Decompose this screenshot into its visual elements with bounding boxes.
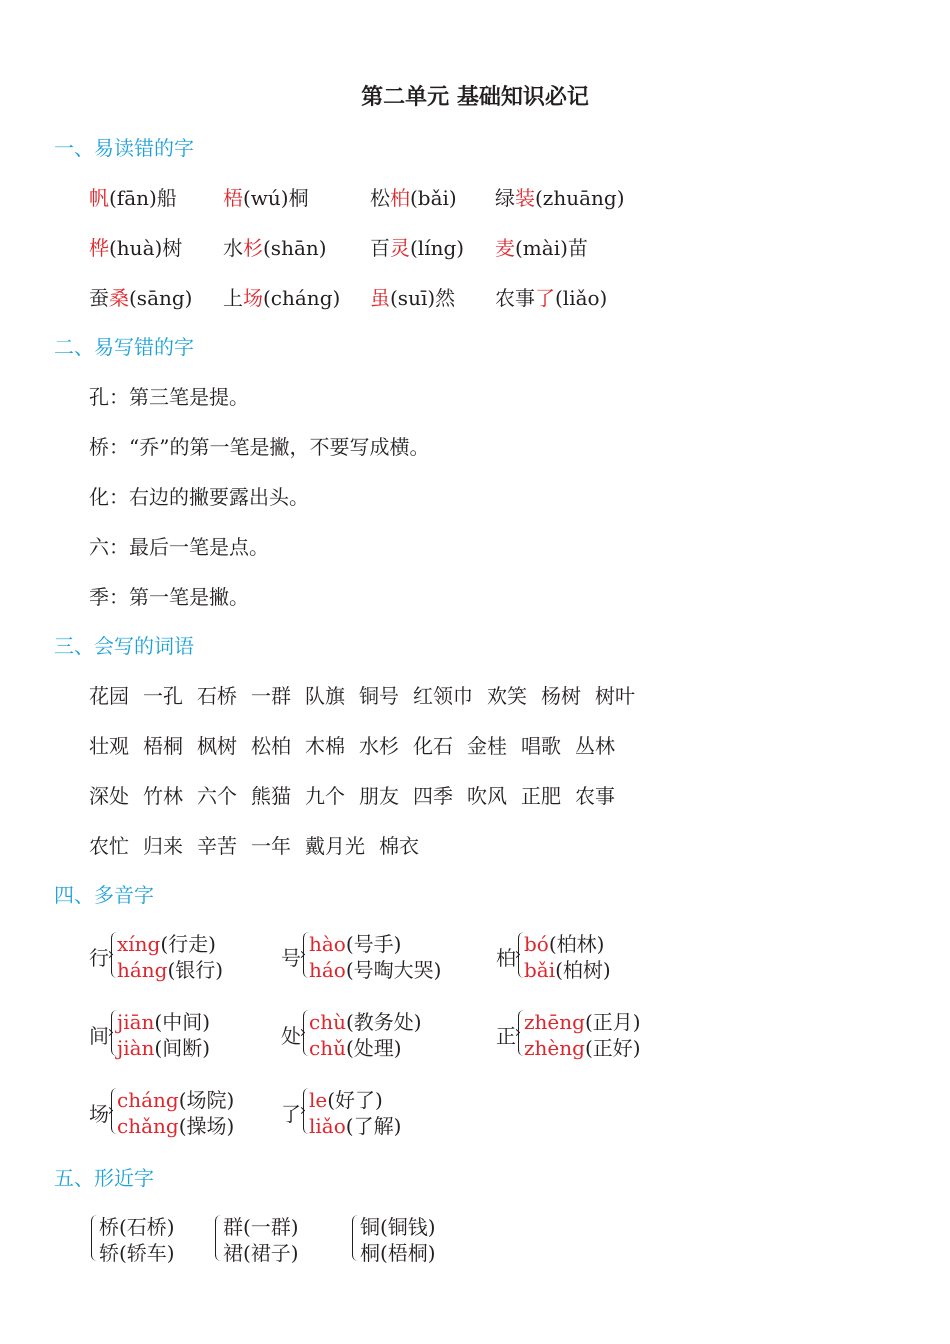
example: (行走) xyxy=(160,932,216,956)
example: (柏树) xyxy=(555,958,611,982)
similar-item: 裙(裙子) xyxy=(223,1241,299,1265)
word: 木棉 xyxy=(305,734,345,758)
pinyin: jiān xyxy=(117,1010,155,1034)
plain-text: 苗 xyxy=(567,236,588,260)
word-row xyxy=(89,680,649,709)
plain-text: 船 xyxy=(156,186,177,210)
pinyin: (liǎo) xyxy=(555,286,608,310)
reading-row xyxy=(309,954,441,983)
writing-tip: 孔：第三笔是提。 xyxy=(89,385,249,409)
page-title: 第二单元 基础知识必记 xyxy=(361,85,589,110)
pinyin: zhèng xyxy=(524,1036,585,1060)
word: 农事 xyxy=(575,784,615,808)
pinyin: xíng xyxy=(117,932,161,956)
misread-item xyxy=(223,232,327,261)
section-heading-easy-miswrite: 二、易写错的字 xyxy=(54,335,194,359)
word: 石桥 xyxy=(197,684,237,708)
section-heading-easy-misread: 一、易读错的字 xyxy=(54,136,194,160)
plain-text: 然 xyxy=(435,286,456,310)
word: 深处 xyxy=(89,784,129,808)
word: 朋友 xyxy=(359,784,399,808)
plain-text: 绿 xyxy=(495,186,515,210)
misread-item xyxy=(223,182,309,211)
reading-row xyxy=(309,1110,401,1139)
reading-row xyxy=(524,954,611,983)
word-row xyxy=(89,830,433,859)
word: 铜号 xyxy=(359,684,399,708)
pinyin: (mài) xyxy=(515,236,568,260)
word-row xyxy=(89,730,629,759)
polyphone-char: 柏 xyxy=(496,946,516,970)
pinyin: (shān) xyxy=(263,236,327,260)
misread-item xyxy=(495,282,607,311)
word: 花园 xyxy=(89,684,129,708)
misread-item xyxy=(89,182,177,211)
polyphone-char: 处 xyxy=(281,1024,301,1048)
pinyin: chǔ xyxy=(309,1036,346,1060)
writing-tip: 六：最后一笔是点。 xyxy=(89,535,269,559)
pinyin: hào xyxy=(309,932,346,956)
word: 吹风 xyxy=(467,784,507,808)
highlight-char: 麦 xyxy=(495,236,515,260)
word: 枫树 xyxy=(197,734,237,758)
misread-item xyxy=(89,232,182,261)
example: (好了) xyxy=(327,1088,383,1112)
plain-text: 农事 xyxy=(495,286,535,310)
misread-item xyxy=(495,232,588,261)
word: 棉衣 xyxy=(379,834,419,858)
polyphone-char: 行 xyxy=(89,946,109,970)
reading-row xyxy=(524,1032,641,1061)
reading-row xyxy=(309,1032,402,1061)
reading-row xyxy=(117,1084,234,1113)
polyphone-char: 号 xyxy=(281,946,301,970)
reading-row xyxy=(524,1006,641,1035)
pinyin: háng xyxy=(117,958,168,982)
reading-row xyxy=(117,954,223,983)
example: (柏林) xyxy=(548,932,605,956)
plain-text: 树 xyxy=(162,236,183,260)
example: (银行) xyxy=(167,958,224,982)
brace xyxy=(215,1215,222,1261)
example: (中间) xyxy=(154,1010,211,1034)
pinyin: bó xyxy=(524,932,549,956)
section-heading-similar-chars: 五、形近字 xyxy=(54,1166,154,1190)
reading-row xyxy=(117,1032,210,1061)
pinyin: (cháng) xyxy=(263,286,341,310)
pinyin: (suī) xyxy=(390,286,436,310)
reading-row xyxy=(524,928,604,957)
word: 欢笑 xyxy=(487,684,527,708)
similar-item: 群(一群) xyxy=(223,1215,299,1239)
word: 丛林 xyxy=(575,734,615,758)
pinyin: (bǎi) xyxy=(410,186,457,210)
plain-text: 桐 xyxy=(288,186,309,210)
similar-item: 桥(石桥) xyxy=(99,1215,175,1239)
highlight-char: 灵 xyxy=(390,236,410,260)
similar-item: 桐(梧桐) xyxy=(360,1241,436,1265)
word: 壮观 xyxy=(89,734,129,758)
pinyin: (wú) xyxy=(243,186,289,210)
highlight-char: 杉 xyxy=(243,236,263,260)
similar-item: 铜(铜钱) xyxy=(360,1215,436,1239)
highlight-char: 梧 xyxy=(223,186,243,210)
reading-row xyxy=(309,928,401,957)
misread-item xyxy=(89,282,192,311)
plain-text: 松 xyxy=(370,186,390,210)
misread-item xyxy=(495,182,625,211)
word: 水杉 xyxy=(359,734,399,758)
pinyin: (líng) xyxy=(410,236,465,260)
word: 六个 xyxy=(197,784,237,808)
word: 杨树 xyxy=(541,684,581,708)
plain-text: 上 xyxy=(223,286,243,310)
word: 树叶 xyxy=(595,684,635,708)
misread-item xyxy=(370,282,455,311)
word: 唱歌 xyxy=(521,734,561,758)
word: 正肥 xyxy=(521,784,561,808)
highlight-char: 装 xyxy=(515,186,535,210)
example: (正好) xyxy=(584,1036,641,1060)
reading-row xyxy=(117,1110,234,1139)
example: (间断) xyxy=(154,1036,211,1060)
highlight-char: 了 xyxy=(535,286,555,310)
pinyin: chù xyxy=(309,1010,346,1034)
writing-tip: 季：第一笔是撇。 xyxy=(89,585,249,609)
plain-text: 水 xyxy=(223,236,243,260)
word: 一群 xyxy=(251,684,291,708)
misread-item xyxy=(223,282,340,311)
word: 辛苦 xyxy=(197,834,237,858)
example: (操场) xyxy=(178,1114,235,1138)
misread-item xyxy=(370,182,457,211)
word: 一年 xyxy=(251,834,291,858)
pinyin: le xyxy=(309,1088,328,1112)
polyphone-char: 正 xyxy=(496,1024,516,1048)
highlight-char: 柏 xyxy=(390,186,410,210)
highlight-char: 帆 xyxy=(89,186,109,210)
pinyin: háo xyxy=(309,958,346,982)
section-heading-words: 三、会写的词语 xyxy=(54,634,194,658)
example: (号手) xyxy=(345,932,402,956)
plain-text: 蚕 xyxy=(89,286,109,310)
writing-tip: 化：右边的撇要露出头。 xyxy=(89,485,309,509)
highlight-char: 虽 xyxy=(370,286,390,310)
example: (正月) xyxy=(584,1010,641,1034)
example: (场院) xyxy=(178,1088,235,1112)
reading-row xyxy=(117,1006,210,1035)
pinyin: cháng xyxy=(117,1088,179,1112)
word: 一孔 xyxy=(143,684,183,708)
word: 梧桐 xyxy=(143,734,183,758)
example: (教务处) xyxy=(345,1010,422,1034)
word: 归来 xyxy=(143,834,183,858)
pinyin: (huà) xyxy=(109,236,163,260)
polyphone-char: 间 xyxy=(89,1024,109,1048)
brace xyxy=(91,1215,98,1261)
similar-item: 轿(轿车) xyxy=(99,1241,175,1265)
reading-row xyxy=(117,928,216,957)
brace xyxy=(352,1215,359,1261)
polyphone-char: 了 xyxy=(281,1102,301,1126)
reading-row xyxy=(309,1006,422,1035)
word: 熊猫 xyxy=(251,784,291,808)
example: (了解) xyxy=(345,1114,402,1138)
word: 松柏 xyxy=(251,734,291,758)
example: (处理) xyxy=(345,1036,402,1060)
reading-row xyxy=(309,1084,383,1113)
example: (号啕大哭) xyxy=(345,958,442,982)
highlight-char: 桑 xyxy=(109,286,129,310)
pinyin: bǎi xyxy=(524,958,556,982)
pinyin: liǎo xyxy=(309,1114,346,1138)
word-row xyxy=(89,780,629,809)
word: 红领巾 xyxy=(413,684,473,708)
polyphone-char: 场 xyxy=(89,1102,109,1126)
pinyin: jiàn xyxy=(117,1036,155,1060)
word: 化石 xyxy=(413,734,453,758)
word: 九个 xyxy=(305,784,345,808)
pinyin: (zhuāng) xyxy=(535,186,625,210)
pinyin: (sāng) xyxy=(129,286,193,310)
plain-text: 百 xyxy=(370,236,390,260)
pinyin: (fān) xyxy=(109,186,157,210)
writing-tip: 桥：“乔”的第一笔是撇，不要写成横。 xyxy=(89,435,430,459)
pinyin: zhēng xyxy=(524,1010,585,1034)
word: 戴月光 xyxy=(305,834,365,858)
misread-item xyxy=(370,232,464,261)
word: 四季 xyxy=(413,784,453,808)
word: 队旗 xyxy=(305,684,345,708)
section-heading-polyphones: 四、多音字 xyxy=(54,883,154,907)
highlight-char: 场 xyxy=(243,286,263,310)
word: 农忙 xyxy=(89,834,129,858)
highlight-char: 桦 xyxy=(89,236,109,260)
word: 金桂 xyxy=(467,734,507,758)
pinyin: chǎng xyxy=(117,1114,179,1138)
word: 竹林 xyxy=(143,784,183,808)
